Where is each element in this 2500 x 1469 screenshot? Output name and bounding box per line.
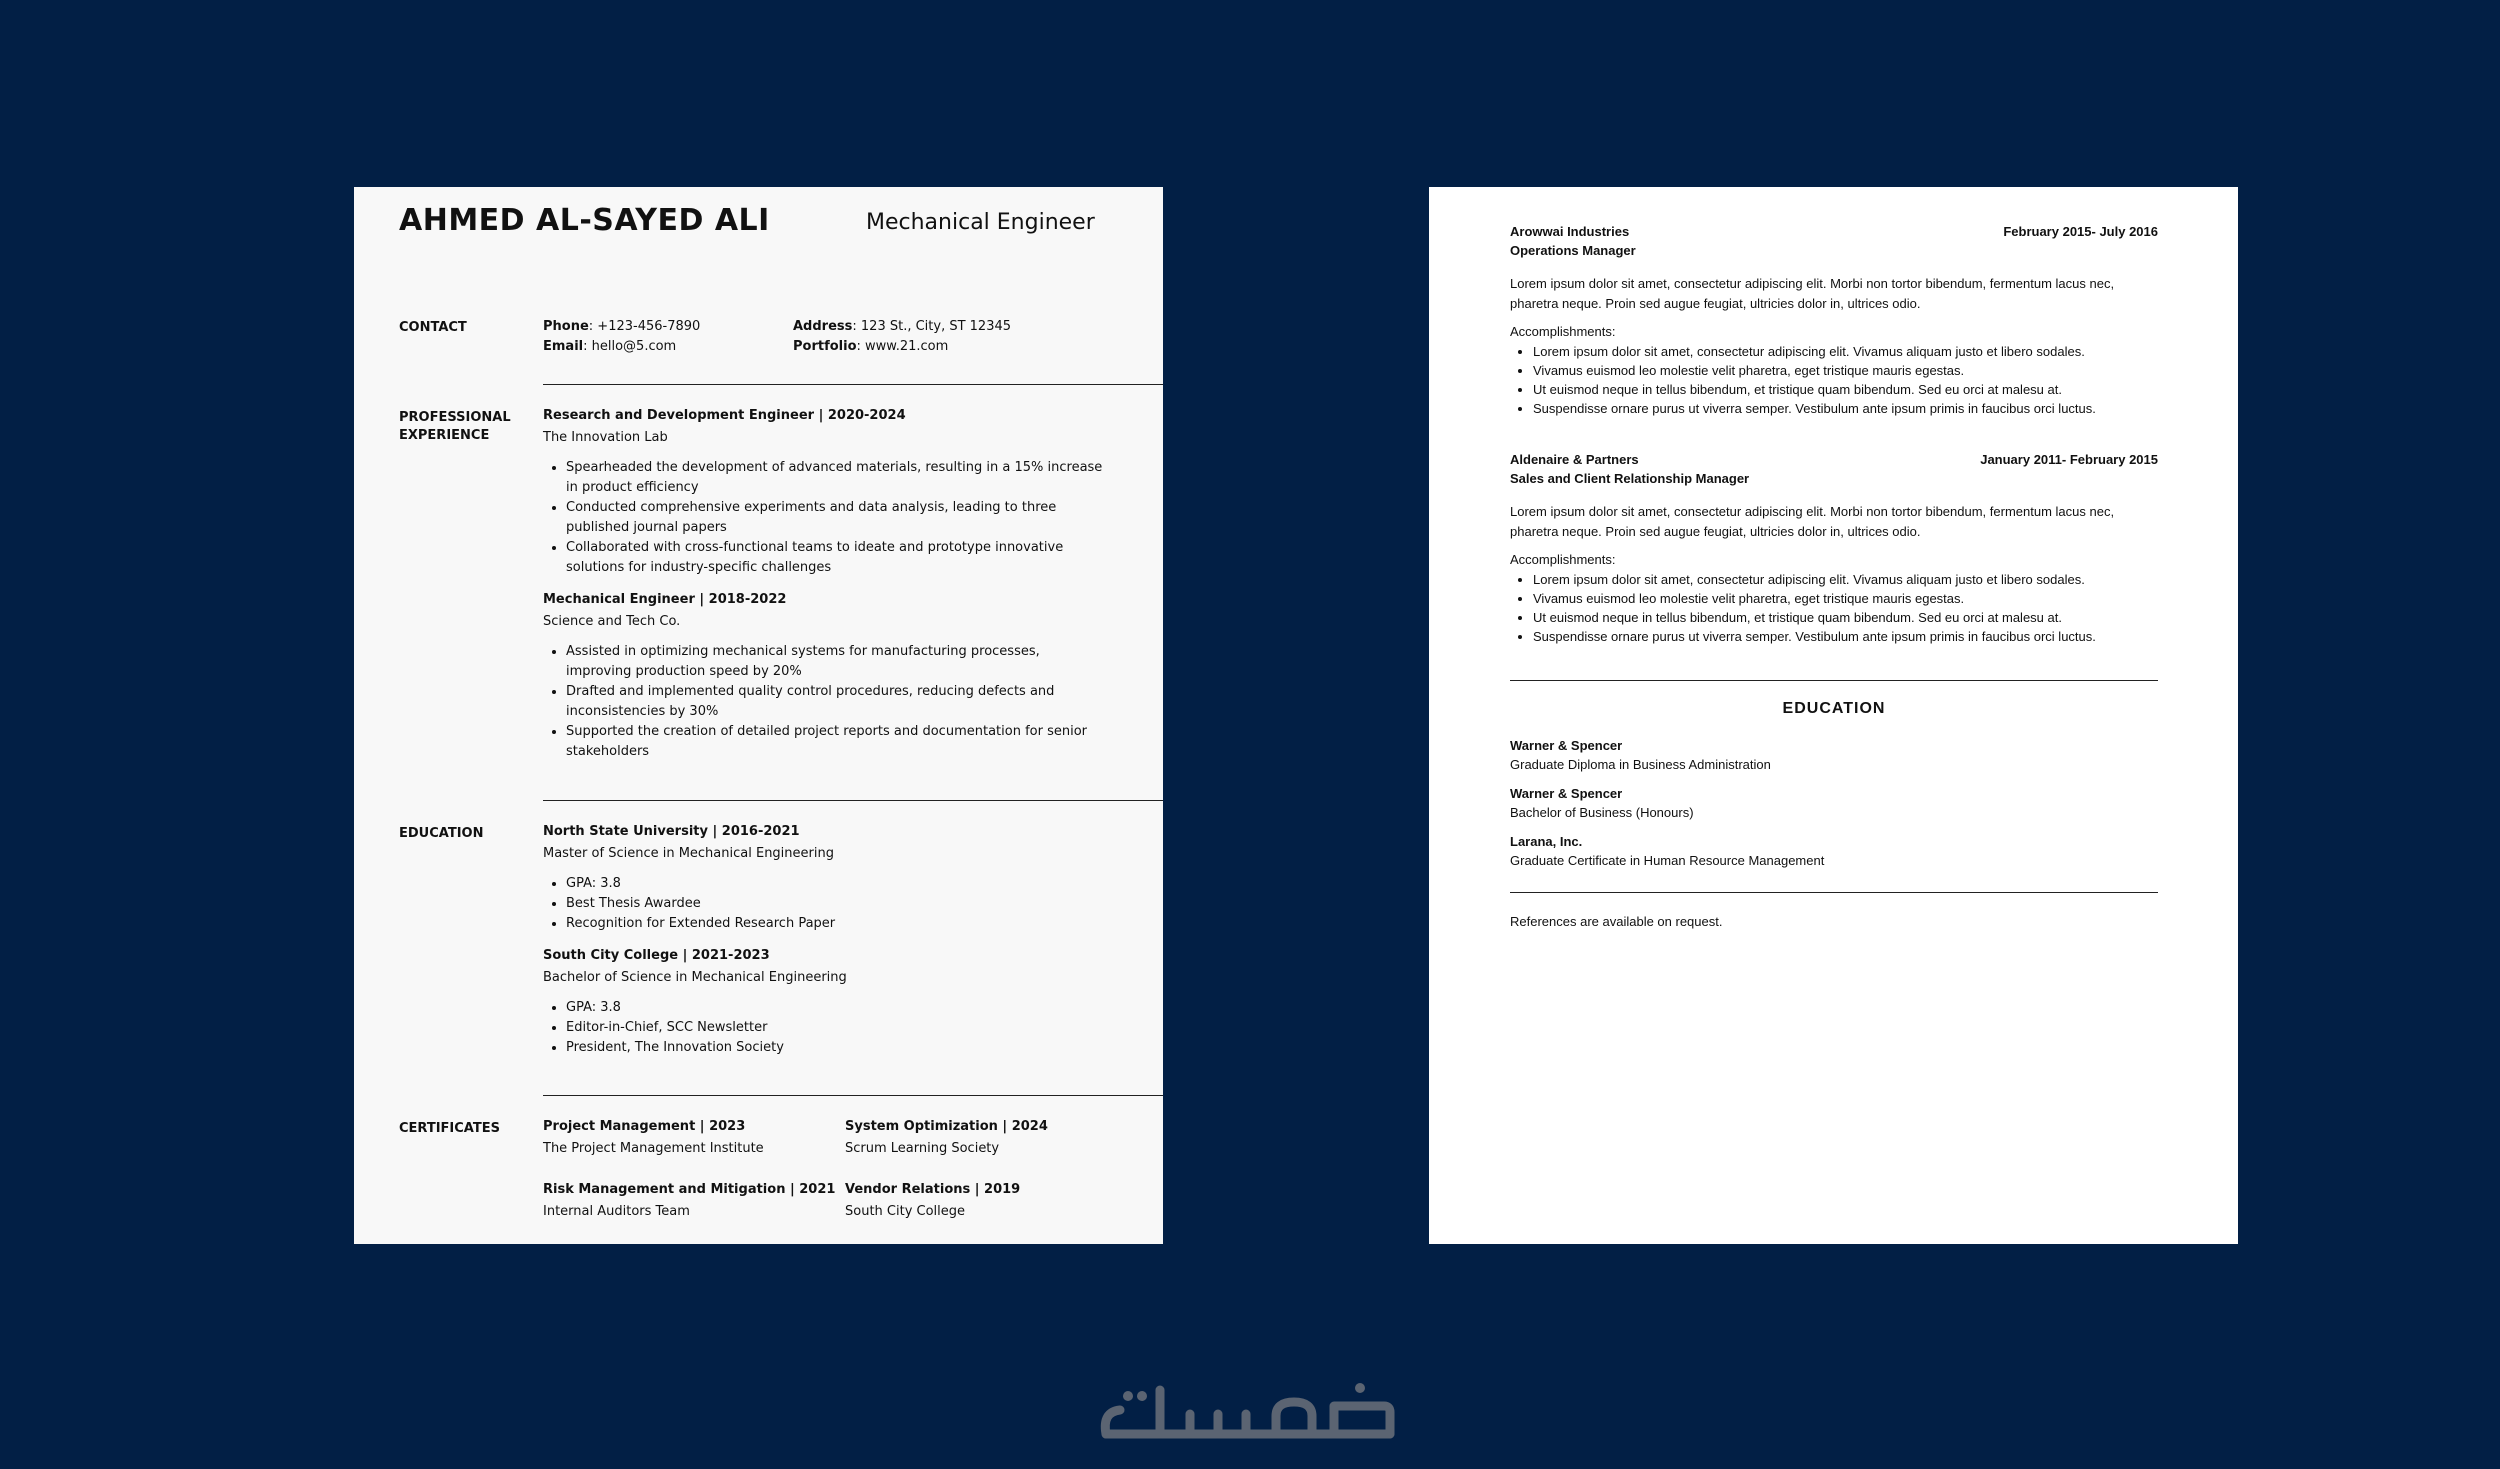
certificate-item xyxy=(543,1179,835,1223)
khamsat-logo-icon xyxy=(1098,1372,1402,1442)
certificate-item xyxy=(845,1116,1048,1160)
work-entry xyxy=(1510,222,2158,418)
work-description: Lorem ipsum dolor sit amet, consectetur adipiscing elit. Morbi non tortor bibendum, fermentum lacus nec, pharetra neque. Proin sed augue feugiat, ultricies dolor in, ultrices odio. xyxy=(1510,504,2115,539)
contact-phone: Phone: +123-456-7890 xyxy=(543,319,701,334)
accomplishment-bullet: • Ut euismod neque in tellus bibendum, et tristique quam bibendum. Sed eu orci at malesu at. xyxy=(1533,380,2158,399)
resume-page-left xyxy=(354,187,1163,1244)
accomplishment-bullet: • Ut euismod neque in tellus bibendum, et tristique quam bibendum. Sed eu orci at malesu at. xyxy=(1533,608,2158,627)
brand-logo xyxy=(1098,1372,1402,1447)
certificate-title: Project Management | 2023 xyxy=(543,1119,746,1134)
experience-section xyxy=(543,406,1123,774)
certificate-title: Vendor Relations | 2019 xyxy=(845,1182,1021,1197)
certificate-title: System Optimization | 2024 xyxy=(845,1119,1048,1134)
accomplishment-bullet: • Suspendisse ornare purus ut viverra semper. Vestibulum ante ipsum primis in faucibus orci luctus. xyxy=(1533,627,2158,646)
divider xyxy=(543,800,1163,801)
certificate-issuer: The Project Management Institute xyxy=(543,1141,764,1156)
work-dates: February 2015- July 2016 xyxy=(2003,224,2158,239)
experience-section-label: PROFESSIONAL EXPERIENCE xyxy=(399,410,511,443)
certificate-issuer: Internal Auditors Team xyxy=(543,1204,690,1219)
job-org: The Innovation Lab xyxy=(543,430,668,445)
job-entry xyxy=(543,590,1123,762)
references-note: References are available on request. xyxy=(1510,914,1723,929)
certificate-issuer: South City College xyxy=(845,1204,966,1219)
education-heading: EDUCATION xyxy=(1782,700,1886,717)
certificates-section xyxy=(543,1116,1123,1236)
education-entry xyxy=(543,946,1123,1058)
education-item xyxy=(1510,736,2158,774)
job-bullet: • Drafted and implemented quality control procedures, reducing defects and inconsistencies by 30% xyxy=(566,682,1106,722)
school-degree: Master of Science in Mechanical Engineering xyxy=(543,846,834,861)
contact-section xyxy=(543,317,1123,361)
education-school: Larana, Inc. xyxy=(1510,834,1583,849)
education-degree: Bachelor of Business (Honours) xyxy=(1510,805,1694,820)
education-degree: Graduate Diploma in Business Administration xyxy=(1510,757,1771,772)
accomplishments-label: Accomplishments: xyxy=(1510,324,1616,339)
accomplishment-bullet: • Vivamus euismod leo molestie velit pharetra, eget tristique mauris egestas. xyxy=(1533,589,2158,608)
role-title: Operations Manager xyxy=(1510,243,1636,258)
education-item xyxy=(1510,784,2158,822)
school-bullet: • President, The Innovation Society xyxy=(566,1038,1123,1058)
certificates-section-label: CERTIFICATES xyxy=(399,1121,500,1136)
job-bullet: • Conducted comprehensive experiments and data analysis, leading to three published journal papers xyxy=(566,498,1106,538)
company-name: Arowwai Industries xyxy=(1510,224,1630,239)
certificate-title: Risk Management and Mitigation | 2021 xyxy=(543,1182,836,1197)
company-name: Aldenaire & Partners xyxy=(1510,452,1639,467)
accomplishments-label: Accomplishments: xyxy=(1510,552,1616,567)
education-degree: Graduate Certificate in Human Resource Management xyxy=(1510,853,1825,868)
school-bullet: • Best Thesis Awardee xyxy=(566,894,1123,914)
accomplishment-bullet: • Lorem ipsum dolor sit amet, consectetur adipiscing elit. Vivamus aliquam justo et libero sodales. xyxy=(1533,342,2158,361)
job-title: Mechanical Engineer | 2018-2022 xyxy=(543,592,787,607)
divider xyxy=(543,384,1163,385)
school-bullet: • Recognition for Extended Research Paper xyxy=(566,914,1123,934)
work-entry xyxy=(1510,450,2158,646)
certificate-item xyxy=(543,1116,764,1160)
contact-portfolio: Portfolio: www.21.com xyxy=(793,339,949,354)
accomplishment-bullet: • Lorem ipsum dolor sit amet, consectetur adipiscing elit. Vivamus aliquam justo et libero sodales. xyxy=(1533,570,2158,589)
work-description: Lorem ipsum dolor sit amet, consectetur adipiscing elit. Morbi non tortor bibendum, fermentum lacus nec, pharetra neque. Proin sed augue feugiat, ultricies dolor in, ultrices odio. xyxy=(1510,276,2115,311)
role-title: Sales and Client Relationship Manager xyxy=(1510,471,1750,486)
divider xyxy=(1510,680,2158,681)
school-degree: Bachelor of Science in Mechanical Engineering xyxy=(543,970,847,985)
school-bullet: • Editor-in-Chief, SCC Newsletter xyxy=(566,1018,1123,1038)
contact-address: Address: 123 St., City, ST 12345 xyxy=(793,319,1012,334)
job-org: Science and Tech Co. xyxy=(543,614,681,629)
resume-page-right xyxy=(1429,187,2238,1244)
certificate-item xyxy=(845,1179,1020,1223)
contact-section-label: CONTACT xyxy=(399,320,467,335)
job-bullet: • Spearheaded the development of advanced materials, resulting in a 15% increase in product efficiency xyxy=(566,458,1106,498)
divider xyxy=(1510,892,2158,893)
education-section xyxy=(543,822,1123,1070)
job-title: Research and Development Engineer | 2020-2024 xyxy=(543,408,906,423)
job-bullet: • Collaborated with cross-functional teams to ideate and prototype innovative solutions for industry-specific challenges xyxy=(566,538,1106,578)
education-entry xyxy=(543,822,1123,934)
job-bullet: • Assisted in optimizing mechanical systems for manufacturing processes, improving production speed by 20% xyxy=(566,642,1106,682)
school-bullet: • GPA: 3.8 xyxy=(566,998,1123,1018)
school-title: South City College | 2021-2023 xyxy=(543,948,770,963)
work-dates: January 2011- February 2015 xyxy=(1980,452,2158,467)
education-school: Warner & Spencer xyxy=(1510,738,1623,753)
divider xyxy=(543,1095,1163,1096)
accomplishment-bullet: • Suspendisse ornare purus ut viverra semper. Vestibulum ante ipsum primis in faucibus orci luctus. xyxy=(1533,399,2158,418)
job-bullet: • Supported the creation of detailed project reports and documentation for senior stakeholders xyxy=(566,722,1106,762)
education-item xyxy=(1510,832,2158,870)
education-school: Warner & Spencer xyxy=(1510,786,1623,801)
education-list xyxy=(1510,736,2158,880)
school-bullet: • GPA: 3.8 xyxy=(566,874,1123,894)
resume-job-title: Mechanical Engineer xyxy=(866,210,1095,235)
accomplishment-bullet: • Vivamus euismod leo molestie velit pharetra, eget tristique mauris egestas. xyxy=(1533,361,2158,380)
school-title: North State University | 2016-2021 xyxy=(543,824,800,839)
resume-name: AHMED AL-SAYED ALI xyxy=(399,203,770,238)
certificate-issuer: Scrum Learning Society xyxy=(845,1141,1000,1156)
contact-email: Email: hello@5.com xyxy=(543,339,677,354)
job-entry xyxy=(543,406,1123,578)
education-section-label: EDUCATION xyxy=(399,826,484,841)
